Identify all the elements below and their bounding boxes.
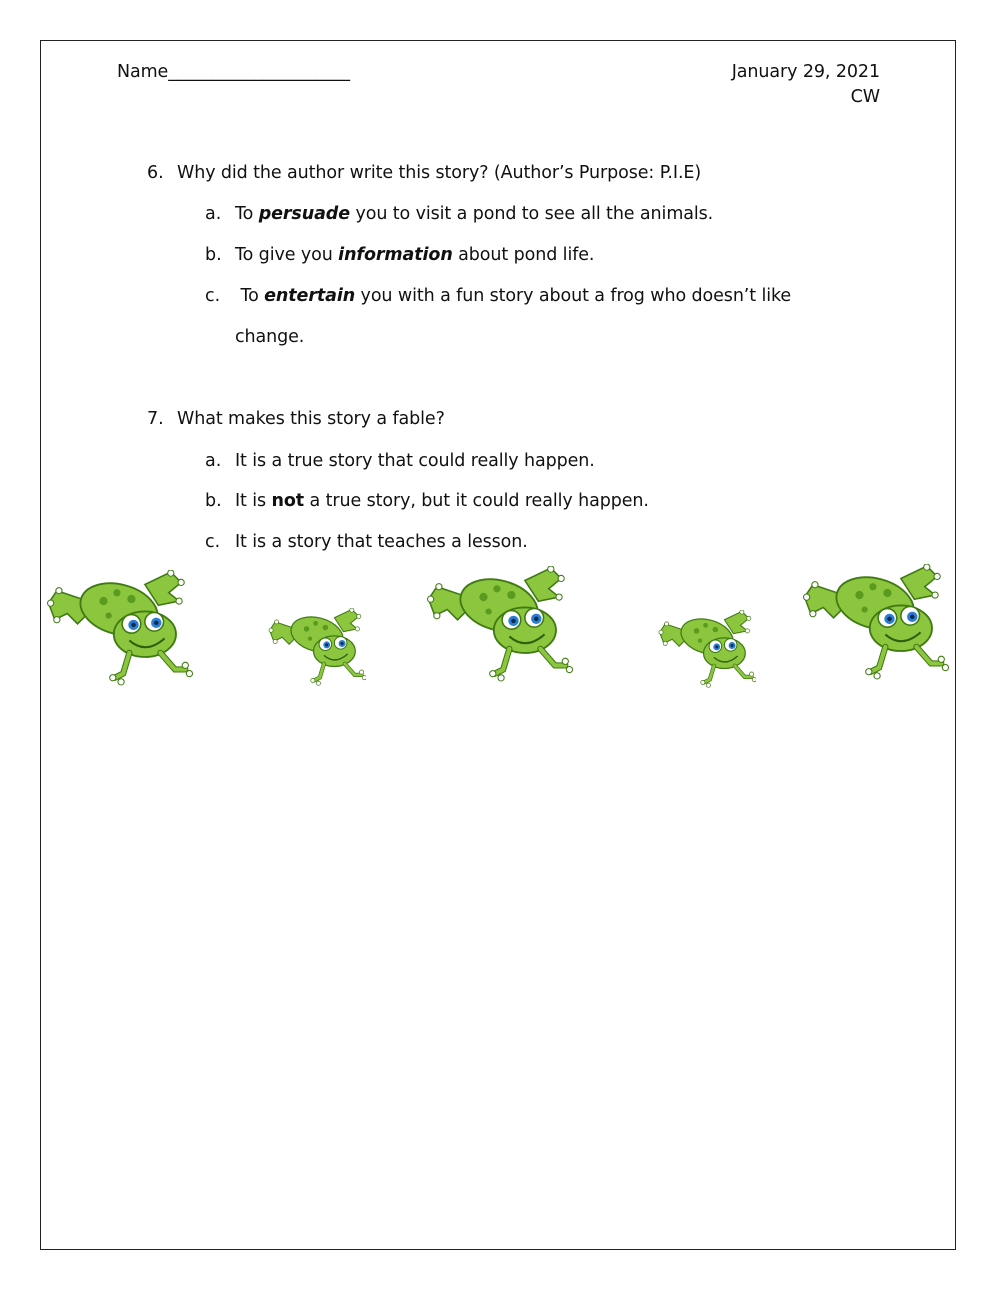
question-6-text: Why did the author write this story? (Author’s Purpose: P.I.E) (177, 163, 702, 183)
option-7a-letter: a. (205, 451, 222, 471)
option-7c-letter: c. (205, 532, 221, 552)
frog-icon (268, 608, 366, 686)
option-6b-letter: b. (205, 245, 222, 265)
name-label: Name (117, 62, 169, 82)
option-7c-text: It is a story that teaches a lesson. (235, 532, 528, 552)
class-tag: CW (850, 87, 880, 107)
option-7b-letter: b. (205, 491, 222, 511)
option-7b-text (235, 490, 649, 512)
question-7-text: What makes this story a fable? (177, 409, 445, 429)
name-blank: _____________________ (168, 62, 350, 82)
frog-icon (44, 570, 194, 686)
option-6a-emph: persuade (258, 204, 350, 224)
option-6c-text (235, 285, 791, 307)
option-6c-post: you with a fun story about a frog who doesn’t like (355, 286, 792, 306)
option-6b-emph: information (338, 245, 453, 265)
option-6a-pre: To (235, 204, 259, 224)
option-7b-pre: It is (235, 491, 272, 511)
question-6-number: 6. (147, 163, 164, 183)
option-7a-text: It is a true story that could really happen. (235, 451, 595, 471)
option-6b-text (235, 244, 594, 266)
name-line (117, 61, 350, 83)
date: January 29, 2021 (731, 62, 880, 82)
option-7b-emph: not (271, 491, 305, 511)
option-6c-pre: To (235, 286, 265, 306)
frog-icon (658, 610, 756, 688)
option-6b-post: about pond life. (452, 245, 595, 265)
option-6c-letter: c. (205, 286, 221, 306)
frog-icon (424, 566, 574, 682)
option-7b-post: a true story, but it could really happen. (304, 491, 649, 511)
option-6c-continuation: change. (235, 327, 305, 347)
option-6b-pre: To give you (235, 245, 339, 265)
option-6a-letter: a. (205, 204, 222, 224)
question-7-number: 7. (147, 409, 164, 429)
option-6a-text (235, 203, 713, 225)
option-6c-emph: entertain (264, 286, 356, 306)
frog-icon (800, 564, 950, 680)
option-6a-post: you to visit a pond to see all the animals. (350, 204, 714, 224)
